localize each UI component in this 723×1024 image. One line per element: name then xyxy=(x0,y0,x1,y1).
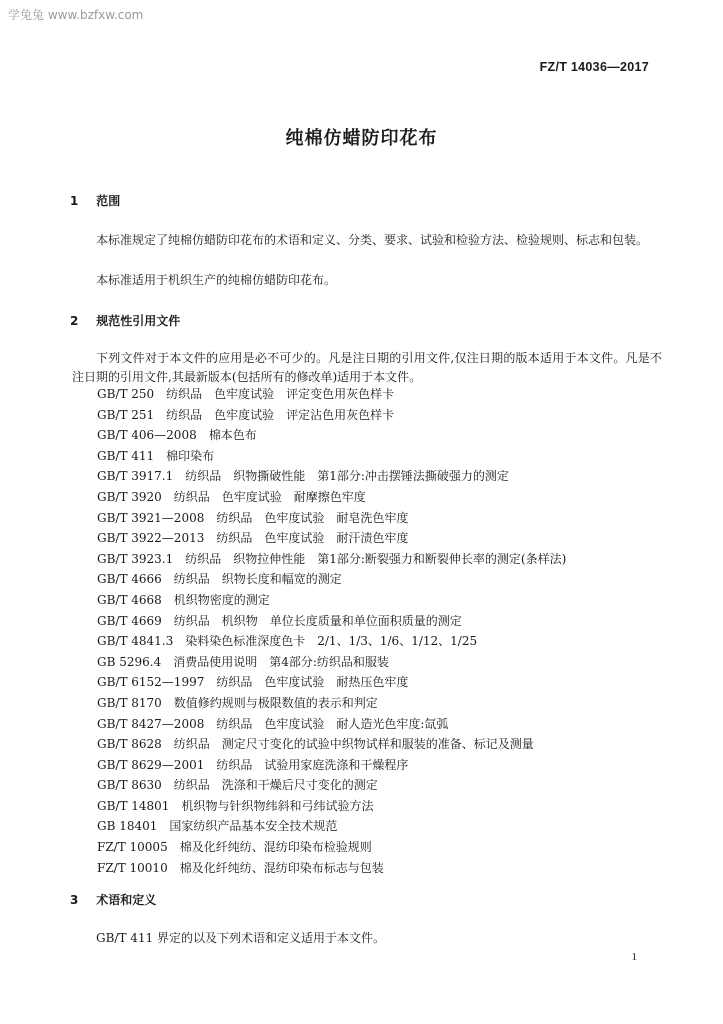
reference-item: GB/T 3922—2013 纺织品 色牢度试验 耐汗渍色牢度 xyxy=(97,531,409,546)
standard-number: FZ/T 14036—2017 xyxy=(539,60,649,74)
reference-item: GB/T 4666 纺织品 织物长度和幅宽的测定 xyxy=(97,572,342,587)
section-3-heading xyxy=(70,891,156,908)
reference-item: GB/T 3920 纺织品 色牢度试验 耐摩擦色牢度 xyxy=(97,489,366,504)
reference-item: GB/T 411 棉印染布 xyxy=(97,448,215,463)
reference-item: GB/T 3917.1 纺织品 织物撕破性能 第1部分:冲击摆锤法撕破强力的测定 xyxy=(97,469,509,484)
reference-item: GB/T 4668 机织物密度的测定 xyxy=(97,592,270,607)
section-2-paragraph-1: 下列文件对于本文件的应用是必不可少的。凡是注日期的引用文件,仅注日期的版本适用于本文件。凡是不注日期的引用文件,其最新版本(包括所有的修改单)适用于本文件。 xyxy=(72,351,662,384)
reference-item: GB/T 406—2008 棉本色布 xyxy=(97,428,257,443)
reference-item: GB/T 4841.3 染料染色标准深度色卡 2/1、1/3、1/6、1/12、1/25 xyxy=(97,634,478,649)
reference-list xyxy=(97,384,566,878)
section-title: 规范性引用文件 xyxy=(96,314,181,328)
reference-item: GB 18401 国家纺织产品基本安全技术规范 xyxy=(97,819,338,834)
section-number: 2 xyxy=(70,314,79,328)
section-2-heading xyxy=(70,312,180,329)
section-number: 1 xyxy=(70,194,79,208)
reference-item: FZ/T 10010 棉及化纤纯纺、混纺印染布标志与包装 xyxy=(97,860,384,875)
reference-item: GB/T 8427—2008 纺织品 色牢度试验 耐人造光色牢度:氙弧 xyxy=(97,716,449,731)
section-3-paragraph-1: GB/T 411 界定的以及下列术语和定义适用于本文件。 xyxy=(96,931,385,945)
reference-item: GB/T 14801 机织物与针织物纬斜和弓纬试验方法 xyxy=(97,798,374,813)
watermark: 学兔兔 www.bzfxw.com xyxy=(8,8,144,22)
reference-item: GB/T 8628 纺织品 测定尺寸变化的试验中织物试样和服装的准备、标记及测量 xyxy=(97,737,534,752)
reference-item: GB/T 4669 纺织品 机织物 单位长度质量和单位面积质量的测定 xyxy=(97,613,462,628)
reference-item: GB/T 8170 数值修约规则与极限数值的表示和判定 xyxy=(97,695,378,710)
reference-item: GB 5296.4 消费品使用说明 第4部分:纺织品和服装 xyxy=(97,654,389,669)
document-title: 纯棉仿蜡防印花布 xyxy=(285,128,438,149)
reference-item: GB/T 251 纺织品 色牢度试验 评定沾色用灰色样卡 xyxy=(97,407,395,422)
section-title: 术语和定义 xyxy=(96,893,157,907)
reference-item: GB/T 6152—1997 纺织品 色牢度试验 耐热压色牢度 xyxy=(97,675,409,690)
section-1-paragraph-1: 本标准规定了纯棉仿蜡防印花布的术语和定义、分类、要求、试验和检验方法、检验规则、标志和包装。 xyxy=(96,233,649,247)
reference-item: GB/T 250 纺织品 色牢度试验 评定变色用灰色样卡 xyxy=(97,387,395,401)
section-title: 范围 xyxy=(96,194,121,208)
reference-item: FZ/T 10005 棉及化纤纯纺、混纺印染布检验规则 xyxy=(97,840,372,855)
section-1-paragraph-2: 本标准适用于机织生产的纯棉仿蜡防印花布。 xyxy=(96,273,337,287)
page-number: 1 xyxy=(631,951,637,963)
reference-item: GB/T 3921—2008 纺织品 色牢度试验 耐皂洗色牢度 xyxy=(97,510,409,525)
reference-item: GB/T 8629—2001 纺织品 试验用家庭洗涤和干燥程序 xyxy=(97,757,409,772)
section-1-heading xyxy=(70,192,120,209)
section-number: 3 xyxy=(70,893,79,907)
reference-item: GB/T 8630 纺织品 洗涤和干燥后尺寸变化的测定 xyxy=(97,778,378,793)
reference-item: GB/T 3923.1 纺织品 织物拉伸性能 第1部分:断裂强力和断裂伸长率的测定(条样法) xyxy=(97,551,567,566)
